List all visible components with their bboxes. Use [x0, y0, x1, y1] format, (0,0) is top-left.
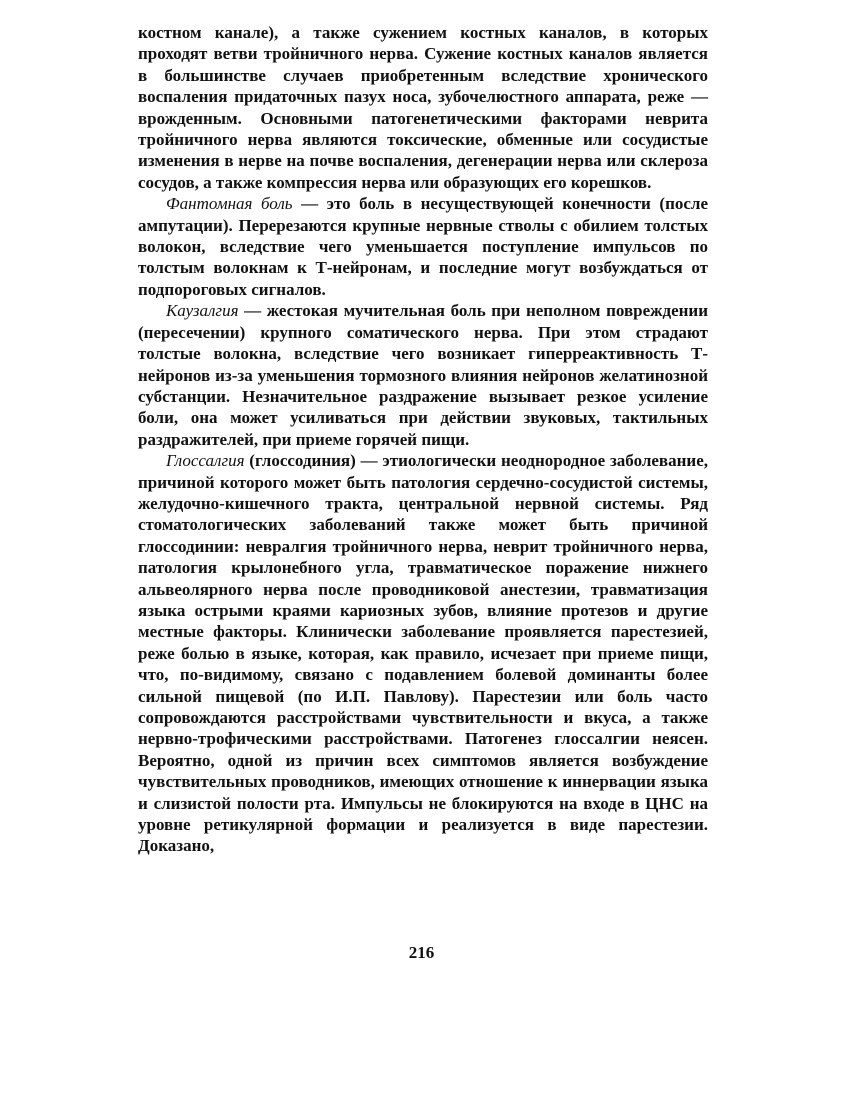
term-glossalgia: Глоссалгия: [166, 451, 245, 471]
paragraph-neuritis-continuation: [138, 22, 708, 193]
page-number: 216: [408, 943, 435, 962]
page-body: [138, 22, 708, 857]
paragraph-text: — жестокая мучительная боль при неполном повреждении (пересечении) крупного соматического нерва. При этом страдают толстые волокна, вследствие чего возникает гиперреактивность Т-нейронов из-за уменьшения тормозного влияния нейронов желатинозной субстанции. Незначительное раздражение вызывает резкое усиление боли, она может усиливаться при действии звуковых, тактильных раздражителей, при приеме горячей пищи.: [138, 301, 708, 449]
term-causalgia: Каузалгия: [166, 301, 239, 321]
paragraph-phantom-pain: [138, 193, 708, 300]
paragraph-text: (глоссодиния) — этиологически неоднородное заболевание, причиной которого может быть патология сердечно-сосудистой системы, желудочно-кишечного тракта, центральной нервной системы. Ряд стоматологических заболеваний также может быть причиной глоссодинии: невралгия тройничного нерва, неврит тройничного нерва, патология крылонебного угла, травматическое поражение нижнего альвеолярного нерва после проводниковой анестезии, травматизация языка острыми краями кариозных зубов, влияние протезов и другие местные факторы. Клинически заболевание проявляется парестезией, реже болью в языке, которая, как правило, исчезает при приеме пищи, что, по-видимому, связано с подавлением болевой доминанты более сильной пищевой (по И.П. Павлову). Парестезии или боль часто сопровождаются расстройствами чувствительности и вкуса, а также нервно-трофическими расстройствами. Патогенез глоссалгии неясен. Вероятно, одной из причин всех симптомов является возбуждение чувствительных проводников, имеющих отношение к иннервации языка и слизистой полости рта. Импульсы не блокируются на входе в ЦНС на уровне ретикулярной формации и реализуется в виде парестезии. Доказано,: [138, 451, 708, 856]
term-phantom-pain: Фантомная боль: [166, 194, 293, 214]
paragraph-causalgia: [138, 300, 708, 450]
paragraph-text: костном канале), а также сужением костных каналов, в которых проходят ветви тройничного нерва. Сужение костных каналов является в большинстве случаев приобретенным вследствие хронического воспаления придаточных пазух носа, зубочелюстного аппарата, реже — врожденным. Основными патогенетическими факторами неврита тройничного нерва являются токсические, обменные или сосудистые изменения в нерве на почве воспаления, дегенерации нерва или склероза сосудов, а также компрессия нерва или образующих его корешков.: [138, 23, 708, 192]
paragraph-text: — это боль в несуществующей конечности (после ампутации). Перерезаются крупные нервные стволы с обилием толстых волокон, вследствие чего уменьшается поступление импульсов по толстым волокнам к Т-нейронам, и последние могут возбуждаться от подпороговых сигналов.: [138, 194, 708, 299]
paragraph-glossalgia: [138, 450, 708, 857]
